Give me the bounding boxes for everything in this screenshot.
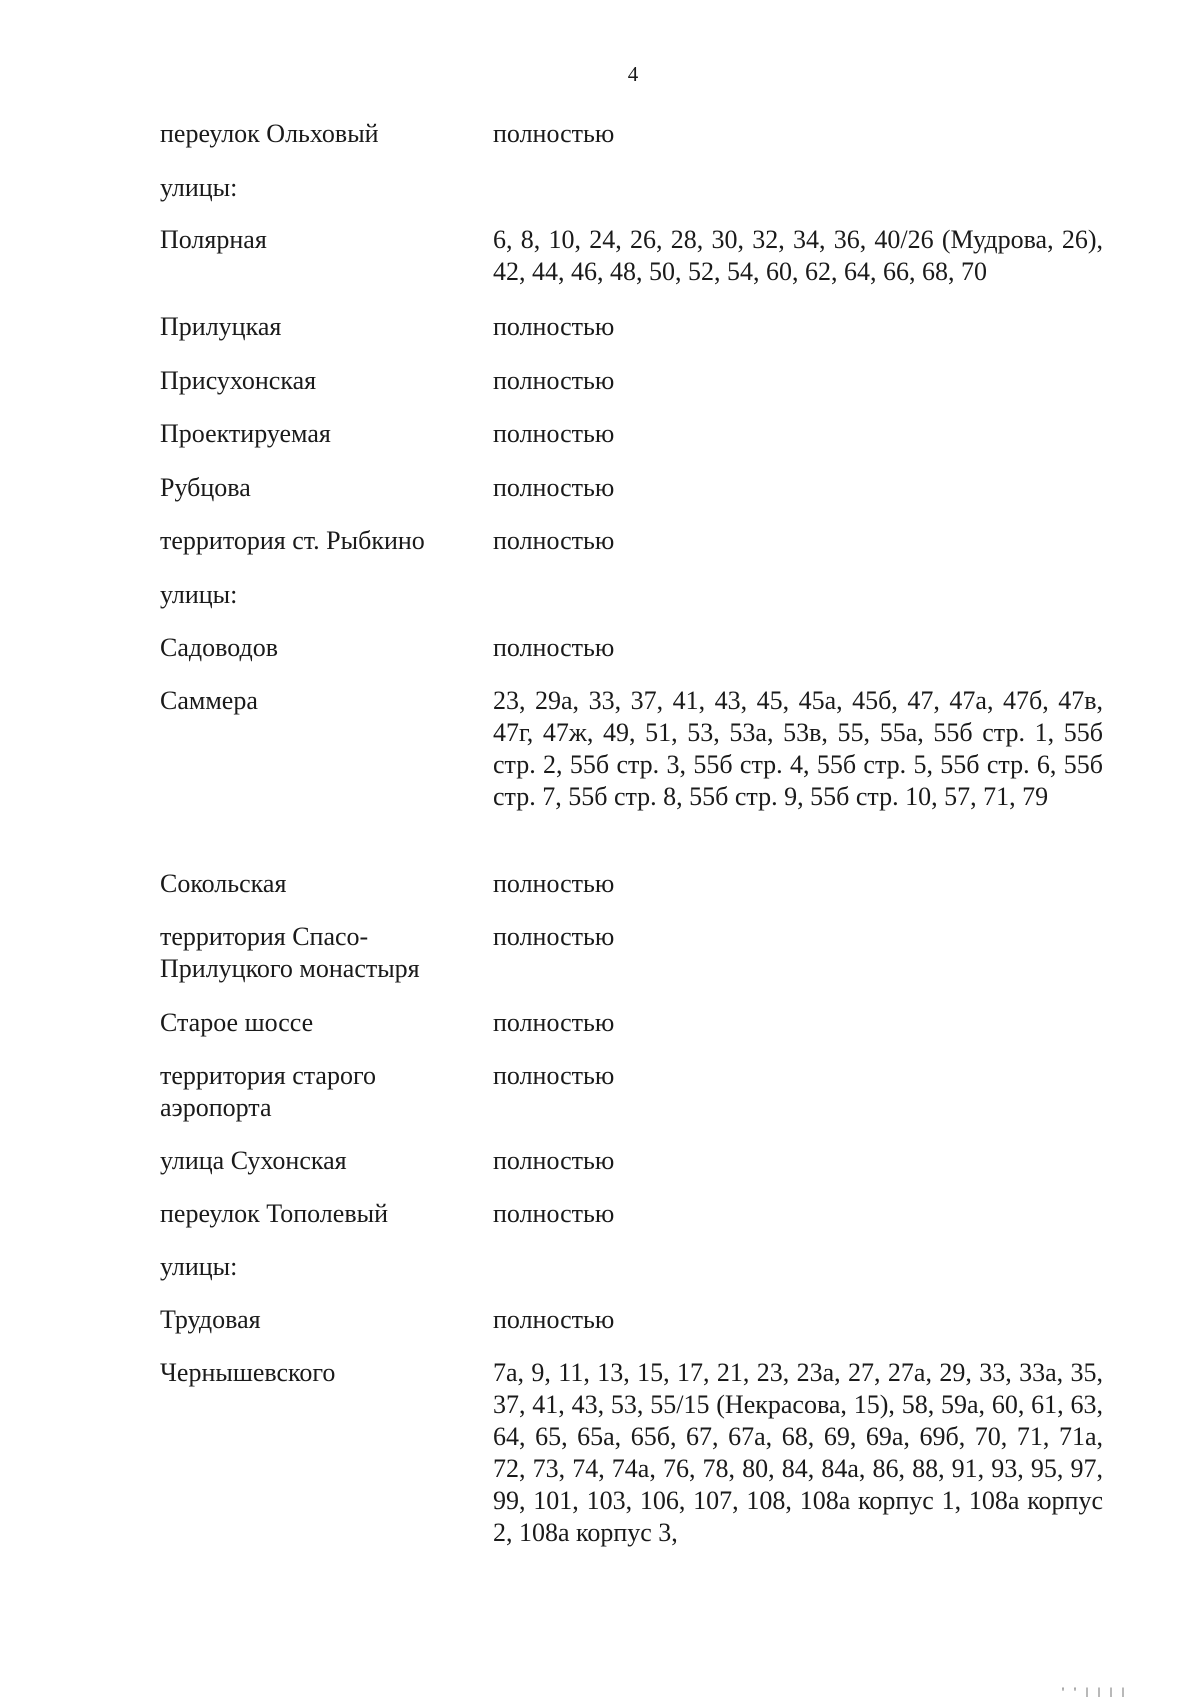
house-numbers: 23, 29а, 33, 37, 41, 43, 45, 45а, 45б, 47, 47а, 47б, 47в, 47г, 47ж, 49, 51, 53, 53а, 53в, 55, 55а, 55б стр. 1, 55б стр. 2, 55б стр. 3, 55б стр. 4, 55б стр. 5, 55б стр. 6, 55б стр. 7, 55б стр. 8, 55б стр. 9, 55б стр. 10, 57, 71, 79 <box>493 686 1103 811</box>
house-numbers: полностью <box>493 473 615 502</box>
street-name: Трудовая <box>160 1305 261 1334</box>
street-name: переулок Тополевый <box>160 1199 388 1228</box>
house-numbers: полностью <box>493 1305 615 1334</box>
street-name: Проектируемая <box>160 419 331 448</box>
house-numbers: 7а, 9, 11, 13, 15, 17, 21, 23, 23а, 27, 27а, 29, 33, 33а, 35, 37, 41, 43, 53, 55/15 (Некрасова, 15), 58, 59а, 60, 61, 63, 64, 65, 65а, 65б, 67, 67а, 68, 69, 69а, 69б, 70, 71, 71а, 72, 73, 74, 74а, 76, 78, 80, 84, 84а, 86, 88, 91, 93, 95, 97, 99, 101, 103, 106, 107, 108, 108а корпус 1, 108а корпус 2, 108а корпус 3, <box>493 1358 1103 1547</box>
section-heading: улицы: <box>160 1252 238 1281</box>
house-numbers: полностью <box>493 1146 615 1175</box>
street-name: переулок Ольховый <box>160 119 379 148</box>
house-numbers: 6, 8, 10, 24, 26, 28, 30, 32, 34, 36, 40/26 (Мудрова, 26), 42, 44, 46, 48, 50, 52, 54, 60, 62, 64, 66, 68, 70 <box>493 225 1103 286</box>
house-numbers: полностью <box>493 1199 615 1228</box>
house-numbers: полностью <box>493 312 615 341</box>
street-name: Саммера <box>160 686 258 715</box>
house-numbers: полностью <box>493 869 615 898</box>
house-numbers: полностью <box>493 633 615 662</box>
section-heading: улицы: <box>160 580 238 609</box>
street-name: Полярная <box>160 225 267 254</box>
scan-marks: ' ' | | | | <box>1060 1688 1127 1699</box>
house-numbers: полностью <box>493 366 615 395</box>
section-heading: улицы: <box>160 173 238 202</box>
house-numbers: полностью <box>493 119 615 148</box>
street-name: Сокольская <box>160 869 287 898</box>
street-name: улица Сухонская <box>160 1146 347 1175</box>
house-numbers: полностью <box>493 1061 615 1090</box>
house-numbers: полностью <box>493 1008 615 1037</box>
street-name: Прилуцкая <box>160 312 282 341</box>
street-name: Присухонская <box>160 366 317 395</box>
street-name: Старое шоссе <box>160 1008 314 1037</box>
street-name: территория ст. Рыбкино <box>160 526 425 555</box>
street-name: Садоводов <box>160 633 278 662</box>
street-name: территория Спасо-Прилуцкого монастыря <box>160 922 420 983</box>
house-numbers: полностью <box>493 922 615 951</box>
house-numbers: полностью <box>493 419 615 448</box>
house-numbers: полностью <box>493 526 615 555</box>
street-name: Рубцова <box>160 473 251 502</box>
street-name: территория старого аэропорта <box>160 1061 376 1122</box>
street-name: Чернышевского <box>160 1358 336 1387</box>
page-number: 4 <box>627 62 639 86</box>
